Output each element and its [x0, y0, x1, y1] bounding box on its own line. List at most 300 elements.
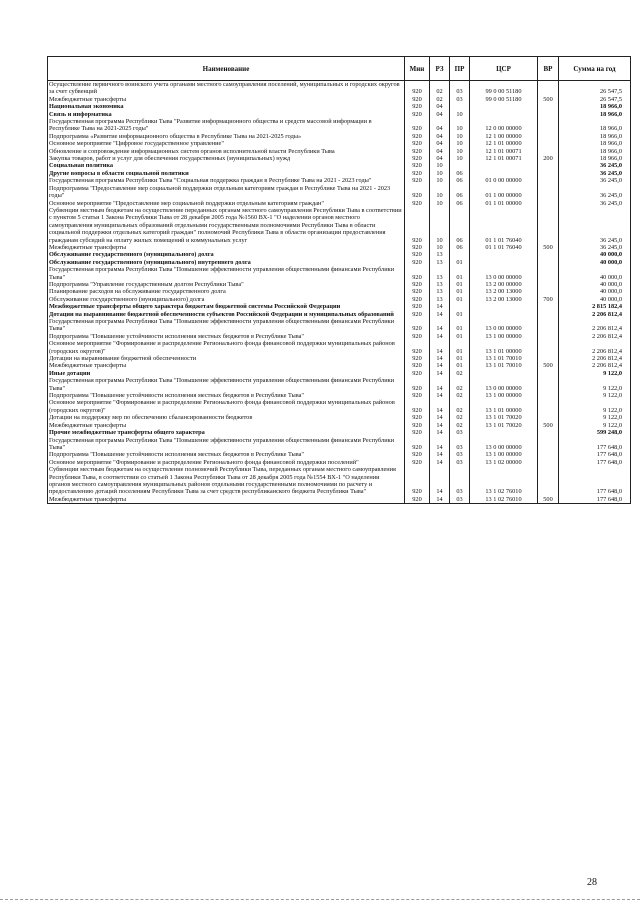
cell-target — [470, 303, 538, 310]
cell-amount: 18 966,0 — [559, 118, 631, 133]
cell-expense-type — [538, 140, 559, 147]
table-row — [48, 177, 631, 184]
cell-ministry: 920 — [405, 244, 430, 251]
cell-target: 13 2 00 13000 — [470, 296, 538, 303]
cell-target: 01 1 01 00000 — [470, 200, 538, 207]
cell-expense-type — [538, 251, 559, 258]
cell-subsection: 01 — [450, 311, 470, 318]
cell-name: Субвенции местным бюджетам на осуществление полномочий Республики Тыва, переданных органам местного самоуправления Республики Тыва, в соответствии со статьей 1 Закона Республики Тыва от 28 декабря 2005 года №1554 ВХ-1 "О наделении органов местного самоуправления муниципальных районов отдельными государственными полномочиями по расчету и предоставлению дотаций поселениям Республики Тыва за счет средств республиканского бюджета Республики Тыва" — [48, 466, 405, 496]
cell-ministry: 920 — [405, 459, 430, 466]
cell-section: 10 — [430, 200, 450, 207]
cell-expense-type — [538, 103, 559, 110]
table-row — [48, 451, 631, 458]
cell-subsection: 01 — [450, 259, 470, 266]
cell-amount: 9 122,0 — [559, 377, 631, 392]
cell-ministry: 920 — [405, 355, 430, 362]
cell-subsection: 01 — [450, 355, 470, 362]
cell-subsection: 01 — [450, 281, 470, 288]
table-row — [48, 377, 631, 392]
cell-ministry: 920 — [405, 259, 430, 266]
cell-amount: 36 245,0 — [559, 177, 631, 184]
cell-name: Прочие межбюджетные трансферты общего характера — [48, 429, 405, 436]
cell-name: Межбюджетные трансферты общего характера бюджетам бюджетной системы Российской Федерации — [48, 303, 405, 310]
cell-ministry: 920 — [405, 170, 430, 177]
cell-target: 13 1 00 00000 — [470, 451, 538, 458]
cell-subsection: 10 — [450, 140, 470, 147]
cell-target: 13 2 00 13000 — [470, 288, 538, 295]
cell-ministry: 920 — [405, 177, 430, 184]
cell-section: 10 — [430, 207, 450, 244]
cell-subsection: 03 — [450, 429, 470, 436]
cell-amount: 40 000,0 — [559, 259, 631, 266]
cell-section: 14 — [430, 303, 450, 310]
cell-target: 12 1 01 00071 — [470, 155, 538, 162]
cell-subsection: 06 — [450, 244, 470, 251]
table-row — [48, 207, 631, 244]
cell-subsection: 01 — [450, 288, 470, 295]
cell-expense-type — [538, 177, 559, 184]
cell-section: 04 — [430, 133, 450, 140]
cell-amount: 18 966,0 — [559, 155, 631, 162]
table-row — [48, 140, 631, 147]
cell-expense-type: 700 — [538, 296, 559, 303]
cell-subsection: 06 — [450, 177, 470, 184]
cell-ministry: 920 — [405, 296, 430, 303]
cell-amount: 36 245,0 — [559, 200, 631, 207]
cell-ministry: 920 — [405, 429, 430, 436]
cell-name: Планирование расходов на обслуживание государственного долга — [48, 288, 405, 295]
cell-section: 14 — [430, 451, 450, 458]
cell-section: 14 — [430, 437, 450, 452]
table-row — [48, 288, 631, 295]
cell-section: 14 — [430, 311, 450, 318]
cell-target — [470, 311, 538, 318]
cell-ministry: 920 — [405, 437, 430, 452]
cell-subsection: 02 — [450, 422, 470, 429]
table-row — [48, 185, 631, 200]
cell-ministry: 920 — [405, 303, 430, 310]
cell-ministry: 920 — [405, 362, 430, 369]
cell-ministry: 920 — [405, 340, 430, 355]
cell-section: 14 — [430, 340, 450, 355]
cell-target: 13 0 00 00000 — [470, 266, 538, 281]
budget-table — [47, 56, 631, 504]
table-row — [48, 259, 631, 266]
cell-section: 04 — [430, 118, 450, 133]
cell-expense-type — [538, 429, 559, 436]
cell-target — [470, 103, 538, 110]
cell-expense-type — [538, 288, 559, 295]
cell-subsection: 10 — [450, 155, 470, 162]
cell-ministry: 920 — [405, 96, 430, 103]
cell-section: 10 — [430, 185, 450, 200]
cell-amount: 40 000,0 — [559, 266, 631, 281]
cell-amount: 2 206 812,4 — [559, 355, 631, 362]
cell-expense-type — [538, 259, 559, 266]
cell-section: 14 — [430, 333, 450, 340]
cell-ministry: 920 — [405, 111, 430, 118]
table-row — [48, 155, 631, 162]
cell-name: Межбюджетные трансферты — [48, 96, 405, 103]
cell-amount: 9 122,0 — [559, 414, 631, 421]
cell-expense-type — [538, 111, 559, 118]
cell-section: 04 — [430, 148, 450, 155]
cell-name: Межбюджетные трансферты — [48, 422, 405, 429]
cell-name: Основное мероприятие "Формирование и распределение Регионального фонда финансовой поддержки поселений" — [48, 459, 405, 466]
cell-name: Дотации на выравнивание бюджетной обеспеченности субъектов Российской Федерации и муниципальных образований — [48, 311, 405, 318]
cell-amount: 177 648,0 — [559, 451, 631, 458]
cell-ministry: 920 — [405, 185, 430, 200]
cell-target — [470, 259, 538, 266]
table-row — [48, 370, 631, 377]
cell-ministry: 920 — [405, 148, 430, 155]
cell-target: 13 1 01 70020 — [470, 414, 538, 421]
cell-amount: 177 648,0 — [559, 496, 631, 504]
table-row — [48, 429, 631, 436]
cell-subsection: 01 — [450, 340, 470, 355]
header-expense-type: ВР — [538, 57, 559, 81]
cell-target: 01 1 00 00000 — [470, 185, 538, 200]
cell-name: Подпрограмма "Повышение устойчивости исполнения местных бюджетов в Республике Тыва" — [48, 451, 405, 458]
cell-subsection: 01 — [450, 318, 470, 333]
cell-amount: 18 966,0 — [559, 133, 631, 140]
cell-ministry: 920 — [405, 118, 430, 133]
cell-subsection: 06 — [450, 185, 470, 200]
cell-subsection — [450, 103, 470, 110]
cell-amount: 2 206 812,4 — [559, 333, 631, 340]
cell-expense-type: 200 — [538, 155, 559, 162]
cell-subsection: 10 — [450, 111, 470, 118]
cell-section: 10 — [430, 162, 450, 169]
header-amount: Сумма на год — [559, 57, 631, 81]
cell-target: 13 1 01 70020 — [470, 422, 538, 429]
cell-expense-type — [538, 303, 559, 310]
cell-ministry: 920 — [405, 414, 430, 421]
table-row — [48, 200, 631, 207]
cell-subsection: 06 — [450, 207, 470, 244]
cell-amount: 599 248,0 — [559, 429, 631, 436]
table-row — [48, 148, 631, 155]
cell-target — [470, 429, 538, 436]
cell-ministry: 920 — [405, 251, 430, 258]
cell-subsection: 02 — [450, 414, 470, 421]
cell-amount: 40 000,0 — [559, 288, 631, 295]
cell-ministry: 920 — [405, 399, 430, 414]
cell-subsection: 03 — [450, 496, 470, 504]
cell-name: Иные дотации — [48, 370, 405, 377]
cell-section: 14 — [430, 429, 450, 436]
cell-expense-type — [538, 340, 559, 355]
cell-amount: 36 245,0 — [559, 207, 631, 244]
cell-expense-type: 500 — [538, 96, 559, 103]
cell-amount: 26 547,5 — [559, 96, 631, 103]
cell-subsection: 01 — [450, 266, 470, 281]
cell-name: Подпрограмма "Управление государственным долгом Республики Тыва" — [48, 281, 405, 288]
cell-section: 02 — [430, 81, 450, 96]
cell-name: Подпрограмма «Развитие информационного общества в Республике Тыва на 2021-2025 годы» — [48, 133, 405, 140]
cell-expense-type: 500 — [538, 362, 559, 369]
cell-expense-type — [538, 333, 559, 340]
cell-expense-type — [538, 311, 559, 318]
cell-name: Социальная политика — [48, 162, 405, 169]
cell-target: 13 1 01 00000 — [470, 340, 538, 355]
cell-section: 14 — [430, 496, 450, 504]
cell-expense-type — [538, 133, 559, 140]
cell-amount: 177 648,0 — [559, 459, 631, 466]
table-row — [48, 355, 631, 362]
cell-expense-type — [538, 459, 559, 466]
cell-expense-type — [538, 200, 559, 207]
cell-section: 04 — [430, 140, 450, 147]
cell-expense-type — [538, 414, 559, 421]
cell-subsection: 10 — [450, 118, 470, 133]
cell-section: 13 — [430, 259, 450, 266]
cell-name: Государственная программа Республики Тыва "Развитие информационного общества и средств массовой информации в Республике Тыва на 2021-2025 годы" — [48, 118, 405, 133]
cell-target: 13 0 00 00000 — [470, 437, 538, 452]
cell-subsection: 06 — [450, 170, 470, 177]
cell-amount: 40 000,0 — [559, 281, 631, 288]
cell-section: 10 — [430, 244, 450, 251]
cell-ministry: 920 — [405, 370, 430, 377]
cell-target: 13 1 02 00000 — [470, 459, 538, 466]
table-row — [48, 340, 631, 355]
table-row — [48, 362, 631, 369]
table-row — [48, 459, 631, 466]
cell-name: Основное мероприятие "Цифровое государственное управление" — [48, 140, 405, 147]
cell-subsection: 10 — [450, 133, 470, 140]
cell-expense-type — [538, 370, 559, 377]
cell-ministry: 920 — [405, 103, 430, 110]
cell-ministry: 920 — [405, 451, 430, 458]
cell-section: 14 — [430, 377, 450, 392]
cell-expense-type — [538, 318, 559, 333]
table-row — [48, 318, 631, 333]
cell-target: 13 1 02 76010 — [470, 496, 538, 504]
cell-expense-type — [538, 185, 559, 200]
cell-subsection: 10 — [450, 148, 470, 155]
cell-amount: 36 245,0 — [559, 170, 631, 177]
cell-expense-type: 500 — [538, 496, 559, 504]
cell-target: 13 1 00 00000 — [470, 392, 538, 399]
cell-amount: 18 966,0 — [559, 111, 631, 118]
cell-target: 13 1 02 76010 — [470, 466, 538, 496]
cell-ministry: 920 — [405, 311, 430, 318]
cell-expense-type — [538, 466, 559, 496]
cell-amount: 9 122,0 — [559, 392, 631, 399]
cell-name: Обслуживание государственного (муниципального) долга — [48, 296, 405, 303]
cell-ministry: 920 — [405, 377, 430, 392]
cell-name: Государственная программа Республики Тыва "Повышение эффективности управления общественными финансами Республики Тыва" — [48, 437, 405, 452]
cell-name: Дотации на поддержку мер по обеспечению сбалансированности бюджетов — [48, 414, 405, 421]
cell-name: Подпрограмма "Повышение устойчивости исполнения местных бюджетов в Республике Тыва" — [48, 333, 405, 340]
cell-subsection: 03 — [450, 81, 470, 96]
cell-section: 13 — [430, 251, 450, 258]
cell-ministry: 920 — [405, 162, 430, 169]
cell-subsection: 03 — [450, 466, 470, 496]
cell-expense-type — [538, 81, 559, 96]
cell-ministry: 920 — [405, 496, 430, 504]
cell-amount: 2 206 812,4 — [559, 311, 631, 318]
cell-name: Межбюджетные трансферты — [48, 496, 405, 504]
table-row — [48, 392, 631, 399]
cell-subsection: 03 — [450, 96, 470, 103]
cell-expense-type — [538, 377, 559, 392]
cell-section: 13 — [430, 266, 450, 281]
cell-name: Государственная программа Республики Тыва "Социальная поддержка граждан в Республике Тыва на 2021 - 2023 годы" — [48, 177, 405, 184]
cell-name: Государственная программа Республики Тыва "Повышение эффективности управления общественными финансами Республики Тыва" — [48, 266, 405, 281]
cell-name: Межбюджетные трансферты — [48, 244, 405, 251]
cell-section: 14 — [430, 362, 450, 369]
cell-name: Обновление и сопровождение информационных систем органов исполнительной власти Республики Тыва — [48, 148, 405, 155]
header-name: Наименование — [48, 57, 405, 81]
cell-section: 13 — [430, 296, 450, 303]
cell-name: Связь и информатика — [48, 111, 405, 118]
cell-target: 12 1 00 00000 — [470, 133, 538, 140]
cell-name: Основное мероприятие "Формирование и распределение Регионального фонда финансовой поддержки муниципальных районов (городских округов)" — [48, 340, 405, 355]
cell-name: Другие вопросы в области социальной политики — [48, 170, 405, 177]
table-row — [48, 281, 631, 288]
cell-amount: 9 122,0 — [559, 370, 631, 377]
cell-section: 02 — [430, 96, 450, 103]
cell-subsection: 02 — [450, 392, 470, 399]
cell-name: Основное мероприятие "Предоставление мер социальной поддержки отдельным категориям граждан" — [48, 200, 405, 207]
table-row — [48, 162, 631, 169]
cell-section: 13 — [430, 281, 450, 288]
table-row — [48, 244, 631, 251]
header-ministry: Мин — [405, 57, 430, 81]
page-number: 28 — [587, 877, 597, 888]
cell-name: Субвенции местным бюджетам на осуществление переданных органам местного самоуправления Республики Тыва в соответствии с пунктом 5 статьи 1 Закона Республики Тыва от 28 декабря 2005 года №1560 ВХ-1 "О наделении органов местного самоуправления муниципальных образований отдельными государственными полномочиями Республики Тыва в области социальной поддержки отдельных категорий граждан" полномочий Республики Тыва в области организации предоставления гражданам субсидий на оплату жилых помещений и коммунальных услуг — [48, 207, 405, 244]
cell-target: 13 1 01 70010 — [470, 355, 538, 362]
cell-amount: 9 122,0 — [559, 422, 631, 429]
cell-section: 14 — [430, 466, 450, 496]
cell-amount: 2 206 812,4 — [559, 340, 631, 355]
cell-name: Подпрограмма "Повышение устойчивости исполнения местных бюджетов в Республике Тыва" — [48, 392, 405, 399]
table-row — [48, 333, 631, 340]
cell-target — [470, 111, 538, 118]
table-row — [48, 103, 631, 110]
cell-target: 13 1 01 70010 — [470, 362, 538, 369]
cell-target: 01 1 01 76040 — [470, 244, 538, 251]
cell-expense-type — [538, 170, 559, 177]
table-row — [48, 399, 631, 414]
cell-expense-type: 500 — [538, 422, 559, 429]
cell-ministry: 920 — [405, 318, 430, 333]
cell-subsection: 01 — [450, 296, 470, 303]
cell-subsection — [450, 162, 470, 169]
cell-ministry: 920 — [405, 392, 430, 399]
cell-subsection — [450, 251, 470, 258]
cell-section: 14 — [430, 392, 450, 399]
cell-amount: 18 966,0 — [559, 140, 631, 147]
table-row — [48, 118, 631, 133]
scan-edge-line — [0, 899, 640, 902]
cell-target: 12 0 00 00000 — [470, 118, 538, 133]
cell-subsection: 03 — [450, 437, 470, 452]
cell-amount: 40 000,0 — [559, 296, 631, 303]
table-row — [48, 170, 631, 177]
header-section: РЗ — [430, 57, 450, 81]
cell-section: 04 — [430, 155, 450, 162]
table-row — [48, 96, 631, 103]
cell-target — [470, 162, 538, 169]
cell-ministry: 920 — [405, 140, 430, 147]
cell-name: Межбюджетные трансферты — [48, 362, 405, 369]
table-row — [48, 311, 631, 318]
header-subsection: ПР — [450, 57, 470, 81]
cell-section: 14 — [430, 399, 450, 414]
table-row — [48, 81, 631, 96]
table-row — [48, 303, 631, 310]
cell-ministry: 920 — [405, 281, 430, 288]
cell-ministry: 920 — [405, 207, 430, 244]
cell-subsection: 01 — [450, 333, 470, 340]
cell-name: Осуществление первичного воинского учета органами местного самоуправления поселений, муниципальных и городских округов за счет субвенций — [48, 81, 405, 96]
cell-target: 13 2 00 00000 — [470, 281, 538, 288]
cell-amount: 40 000,0 — [559, 251, 631, 258]
cell-ministry: 920 — [405, 333, 430, 340]
cell-expense-type — [538, 207, 559, 244]
cell-ministry: 920 — [405, 200, 430, 207]
cell-amount: 9 122,0 — [559, 399, 631, 414]
table-row — [48, 111, 631, 118]
table-row — [48, 437, 631, 452]
cell-section: 14 — [430, 459, 450, 466]
cell-amount: 26 547,5 — [559, 81, 631, 96]
cell-expense-type — [538, 148, 559, 155]
cell-expense-type — [538, 266, 559, 281]
cell-subsection: 01 — [450, 362, 470, 369]
table-row — [48, 496, 631, 504]
cell-amount: 2 206 812,4 — [559, 362, 631, 369]
cell-expense-type — [538, 355, 559, 362]
cell-target: 01 1 01 76040 — [470, 207, 538, 244]
cell-name: Обслуживание государственного (муниципального) долга — [48, 251, 405, 258]
cell-name: Подпрограмма "Предоставление мер социальной поддержки отдельным категориям граждан в Республике Тыва на 2021 - 2023 годы" — [48, 185, 405, 200]
cell-expense-type — [538, 399, 559, 414]
cell-expense-type: 500 — [538, 244, 559, 251]
cell-expense-type — [538, 118, 559, 133]
cell-name: Государственная программа Республики Тыва "Повышение эффективности управления общественными финансами Республики Тыва" — [48, 377, 405, 392]
cell-section: 04 — [430, 103, 450, 110]
table-row — [48, 133, 631, 140]
cell-ministry: 920 — [405, 466, 430, 496]
cell-section: 14 — [430, 422, 450, 429]
cell-target: 13 0 00 00000 — [470, 377, 538, 392]
cell-amount: 36 245,0 — [559, 185, 631, 200]
cell-subsection — [450, 303, 470, 310]
cell-section: 14 — [430, 318, 450, 333]
cell-subsection: 03 — [450, 451, 470, 458]
table-row — [48, 466, 631, 496]
cell-subsection: 03 — [450, 459, 470, 466]
cell-target: 13 0 00 00000 — [470, 318, 538, 333]
cell-subsection: 06 — [450, 200, 470, 207]
cell-section: 04 — [430, 111, 450, 118]
cell-expense-type — [538, 451, 559, 458]
cell-ministry: 920 — [405, 81, 430, 96]
cell-ministry: 920 — [405, 133, 430, 140]
table-row — [48, 251, 631, 258]
cell-name: Основное мероприятие "Формирование и распределение Регионального фонда финансовой поддержки муниципальных районов (городских округов)" — [48, 399, 405, 414]
cell-name: Дотации на выравнивание бюджетной обеспеченности — [48, 355, 405, 362]
cell-target: 13 1 01 00000 — [470, 399, 538, 414]
cell-target: 13 1 00 00000 — [470, 333, 538, 340]
cell-target: 99 0 00 51180 — [470, 96, 538, 103]
cell-section: 10 — [430, 170, 450, 177]
cell-name: Закупка товаров, работ и услуг для обеспечения государственных (муниципальных) нужд — [48, 155, 405, 162]
table-row — [48, 422, 631, 429]
